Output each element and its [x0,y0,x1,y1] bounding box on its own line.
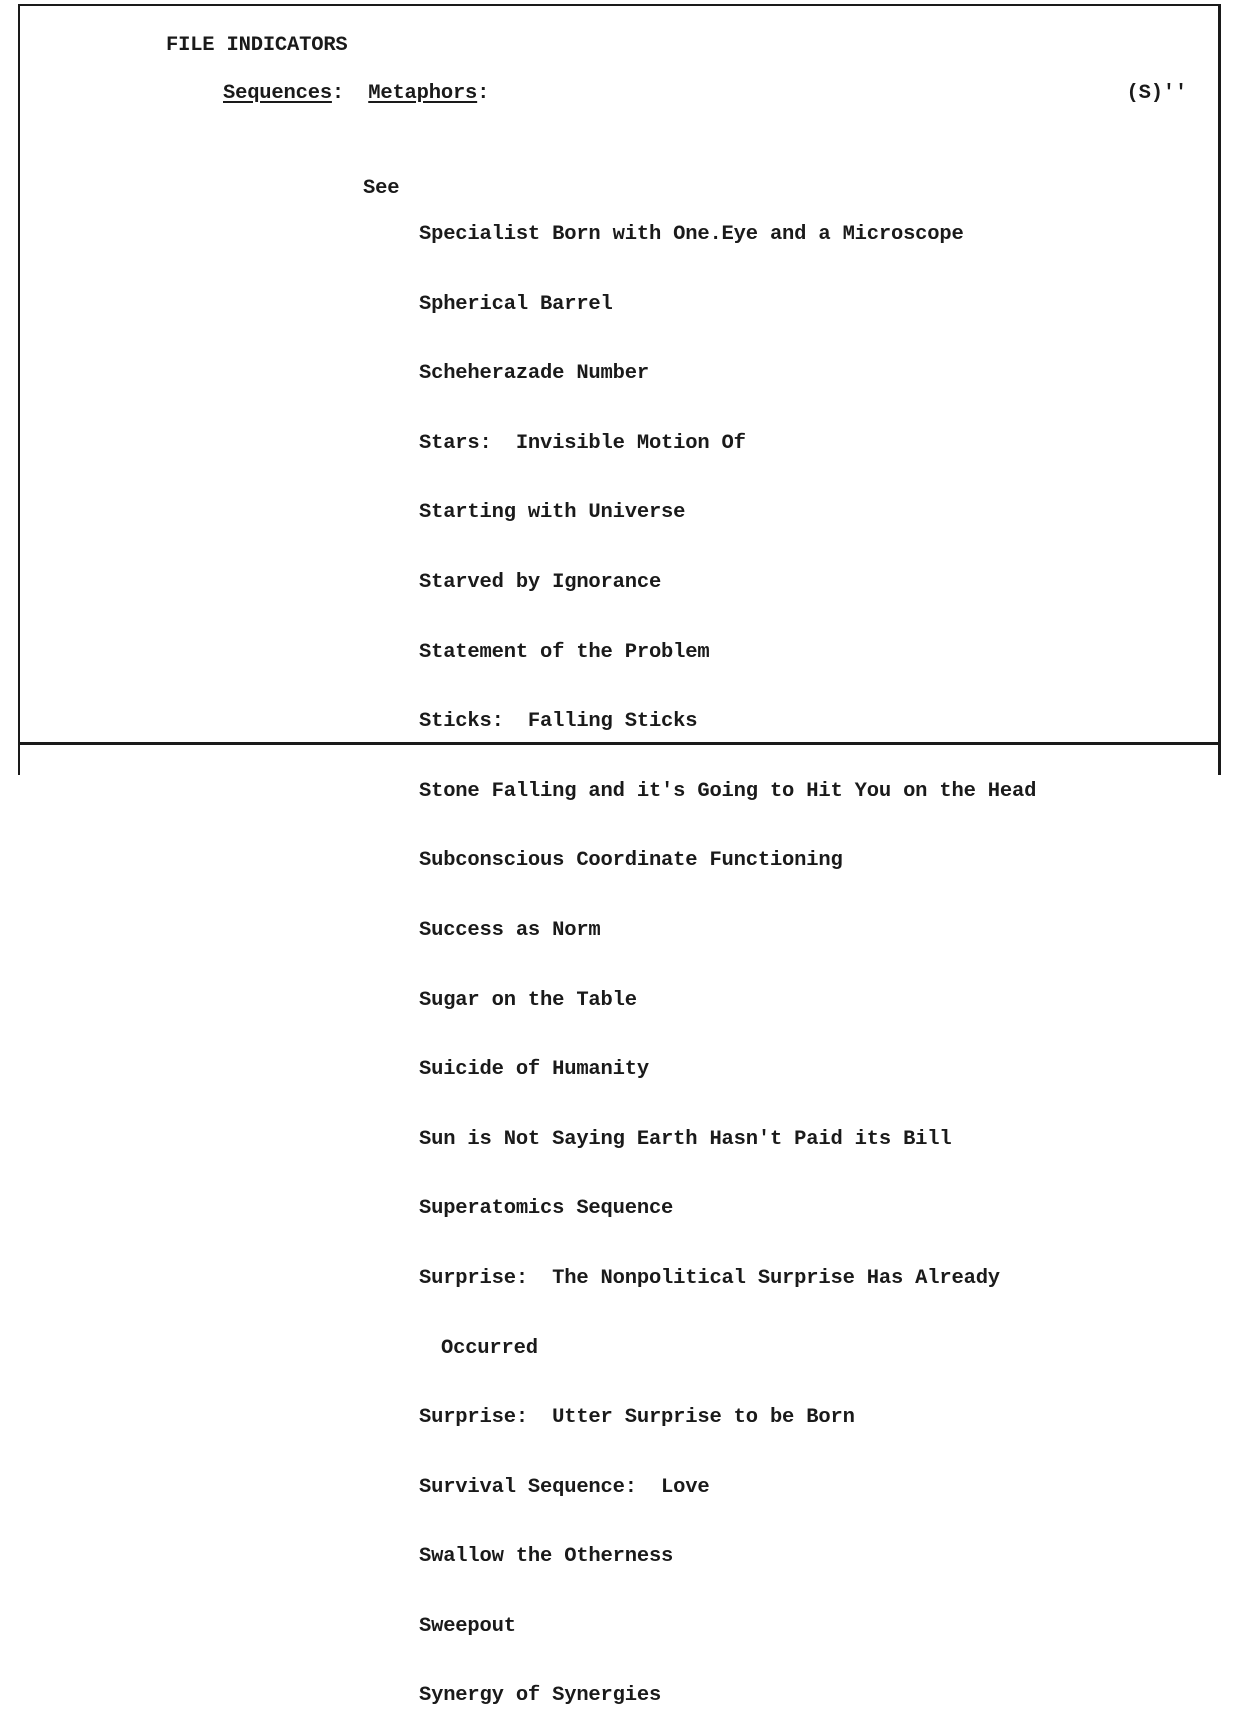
list-item: Subconscious Coordinate Functioning [419,849,843,873]
list-item: Suicide of Humanity [419,1058,649,1082]
list-item: Starved by Ignorance [419,570,662,594]
card-section-mark: (S)'' [1126,82,1187,105]
list-item: Scheherazade Number [419,362,649,386]
sequences-label: Sequences [223,82,332,105]
list-item: Superatomics Sequence [419,1197,674,1221]
subheading-separator: : [331,82,369,105]
list-item: Sticks: Falling Sticks [419,710,698,734]
list-item: Surprise: Utter Surprise to be Born [419,1406,855,1430]
list-item: Swallow the Otherness [419,1545,674,1569]
list-item: Spherical Barrel [419,292,613,316]
list-item: Stone Falling and it's Going to Hit You on the Head [419,779,1037,803]
list-item: Sugar on the Table [419,988,637,1012]
list-item: Sun is Not Saying Earth Hasn't Paid its Bill [419,1127,952,1151]
list-item: Surprise: The Nonpolitical Surprise Has Already [419,1266,1000,1290]
list-item: Sweepout [419,1614,516,1638]
card-title: FILE INDICATORS [166,34,348,57]
list-item: Survival Sequence: Love [419,1475,710,1499]
list-item: Specialist Born with One.Eye and a Microscope [419,223,964,246]
metaphors-label: Metaphors [368,82,478,105]
next-card-right-edge [1218,745,1221,775]
list-item: Success as Norm [419,918,601,942]
list-item: Starting with Universe [419,501,686,525]
see-label: See [363,177,400,200]
list-item: Statement of the Problem [419,640,710,664]
next-card-left-edge [18,745,20,775]
card-subheading [223,82,489,106]
subheading-colon: : [477,82,490,105]
list-item: Stars: Invisible Motion Of [419,431,746,455]
list-item-continuation: Occurred [441,1336,538,1360]
see-references-list [419,177,1036,1731]
list-item: Synergy of Synergies [419,1684,662,1708]
